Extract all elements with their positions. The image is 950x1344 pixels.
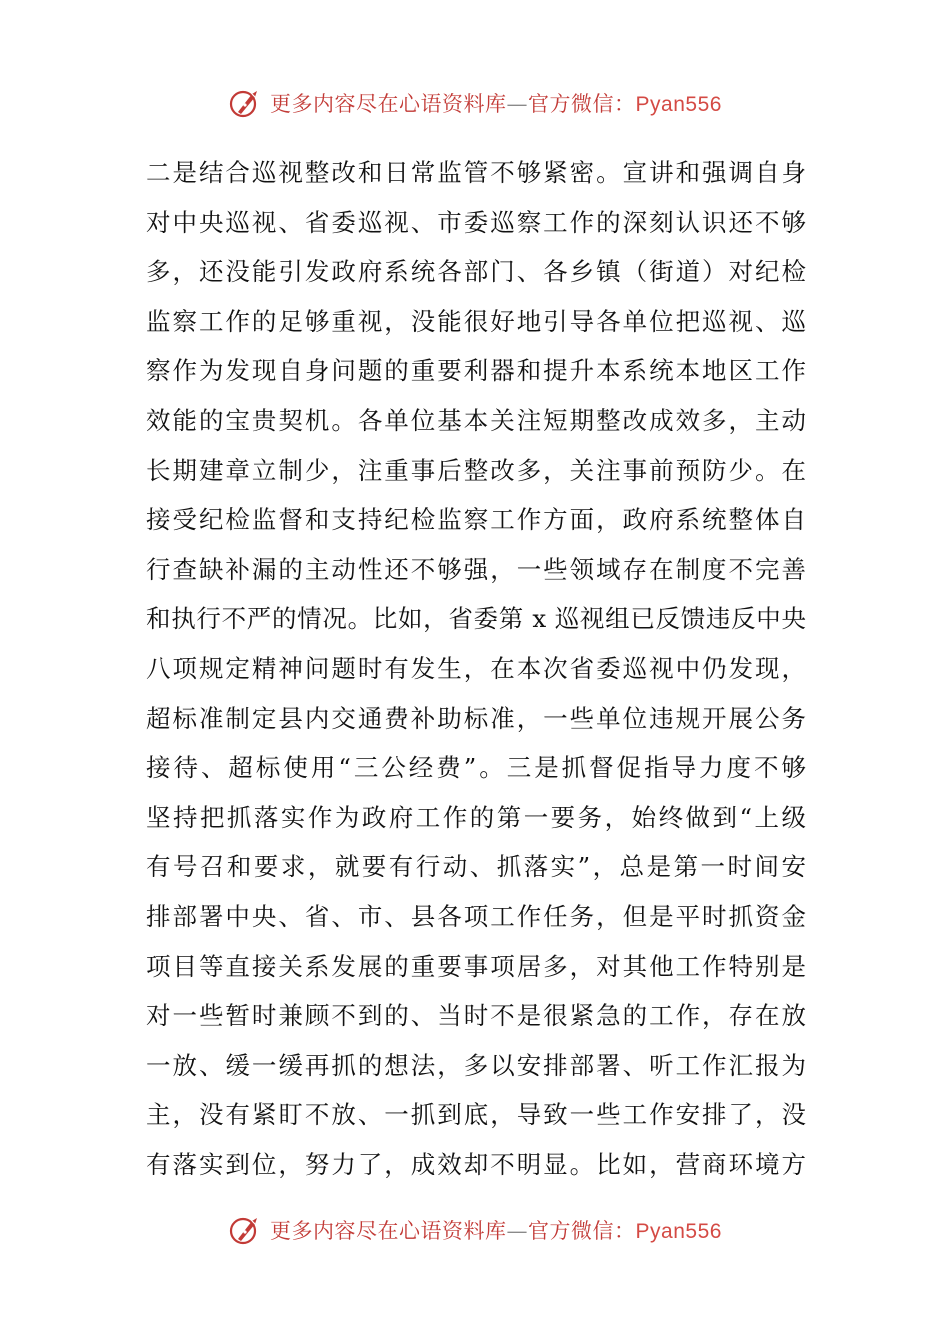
body-line: 排部署中央、省、市、县各项工作任务，但是平时抓资金	[146, 901, 806, 931]
body-line: 八项规定精神问题时有发生，在本次省委巡视中仍发现，	[146, 653, 806, 683]
document-body	[146, 148, 806, 1189]
body-line: 一放、缓一缓再抓的想法，多以安排部署、听工作汇报为	[146, 1050, 806, 1080]
pen-nib-logo-icon	[228, 1212, 264, 1248]
body-line: 行查缺补漏的主动性还不够强，一些领域存在制度不完善	[146, 554, 806, 584]
body-line: 长期建章立制少，注重事后整改多，关注事前预防少。在	[146, 455, 806, 485]
body-line: 多，还没能引发政府系统各部门、各乡镇（街道）对纪检	[146, 257, 806, 287]
header-banner-text	[270, 88, 722, 118]
body-line: 对一些暂时兼顾不到的、当时不是很紧急的工作，存在放	[146, 1001, 806, 1031]
footer-contact-id: Pyan556	[635, 1220, 722, 1243]
body-line: 项目等直接关系发展的重要事项居多，对其他工作特别是	[146, 951, 806, 981]
body-line: 接受纪检监督和支持纪检监察工作方面，政府系统整体自	[146, 505, 806, 535]
body-line: 对中央巡视、省委巡视、市委巡察工作的深刻认识还不够	[146, 207, 806, 237]
body-line: 察作为发现自身问题的重要利器和提升本系统本地区工作	[146, 356, 806, 386]
footer-banner	[0, 1210, 950, 1250]
header-banner	[0, 83, 950, 123]
pen-nib-logo-icon	[228, 85, 264, 121]
body-line: 和执行不严的情况。比如，省委第 x 巡视组已反馈违反中央	[146, 604, 806, 634]
header-contact-label: 官方微信：	[528, 92, 636, 116]
body-line: 监察工作的足够重视，没能很好地引导各单位把巡视、巡	[146, 306, 806, 336]
header-site-text: 更多内容尽在心语资料库	[270, 92, 507, 116]
body-line: 效能的宝贵契机。各单位基本关注短期整改成效多，主动	[146, 405, 806, 435]
footer-site-text: 更多内容尽在心语资料库	[270, 1219, 507, 1243]
body-line: 超标准制定县内交通费补助标准，一些单位违规开展公务	[146, 703, 806, 733]
footer-dash: —	[506, 1219, 529, 1243]
body-line: 二是结合巡视整改和日常监管不够紧密。宣讲和强调自身	[146, 158, 806, 187]
body-line: 有号召和要求，就要有行动、抓落实”，总是第一时间安	[146, 852, 806, 882]
footer-contact-label: 官方微信：	[528, 1219, 636, 1243]
body-line: 接待、超标使用“三公经费”。三是抓督促指导力度不够	[146, 753, 806, 783]
header-dash: —	[506, 92, 529, 116]
header-contact-id: Pyan556	[635, 93, 722, 116]
body-line: 坚持把抓落实作为政府工作的第一要务，始终做到“上级	[146, 802, 806, 832]
body-line: 有落实到位，努力了，成效却不明显。比如，营商环境方	[146, 1149, 806, 1179]
body-line: 主，没有紧盯不放、一抓到底，导致一些工作安排了，没	[146, 1100, 806, 1130]
footer-banner-text	[270, 1215, 722, 1245]
